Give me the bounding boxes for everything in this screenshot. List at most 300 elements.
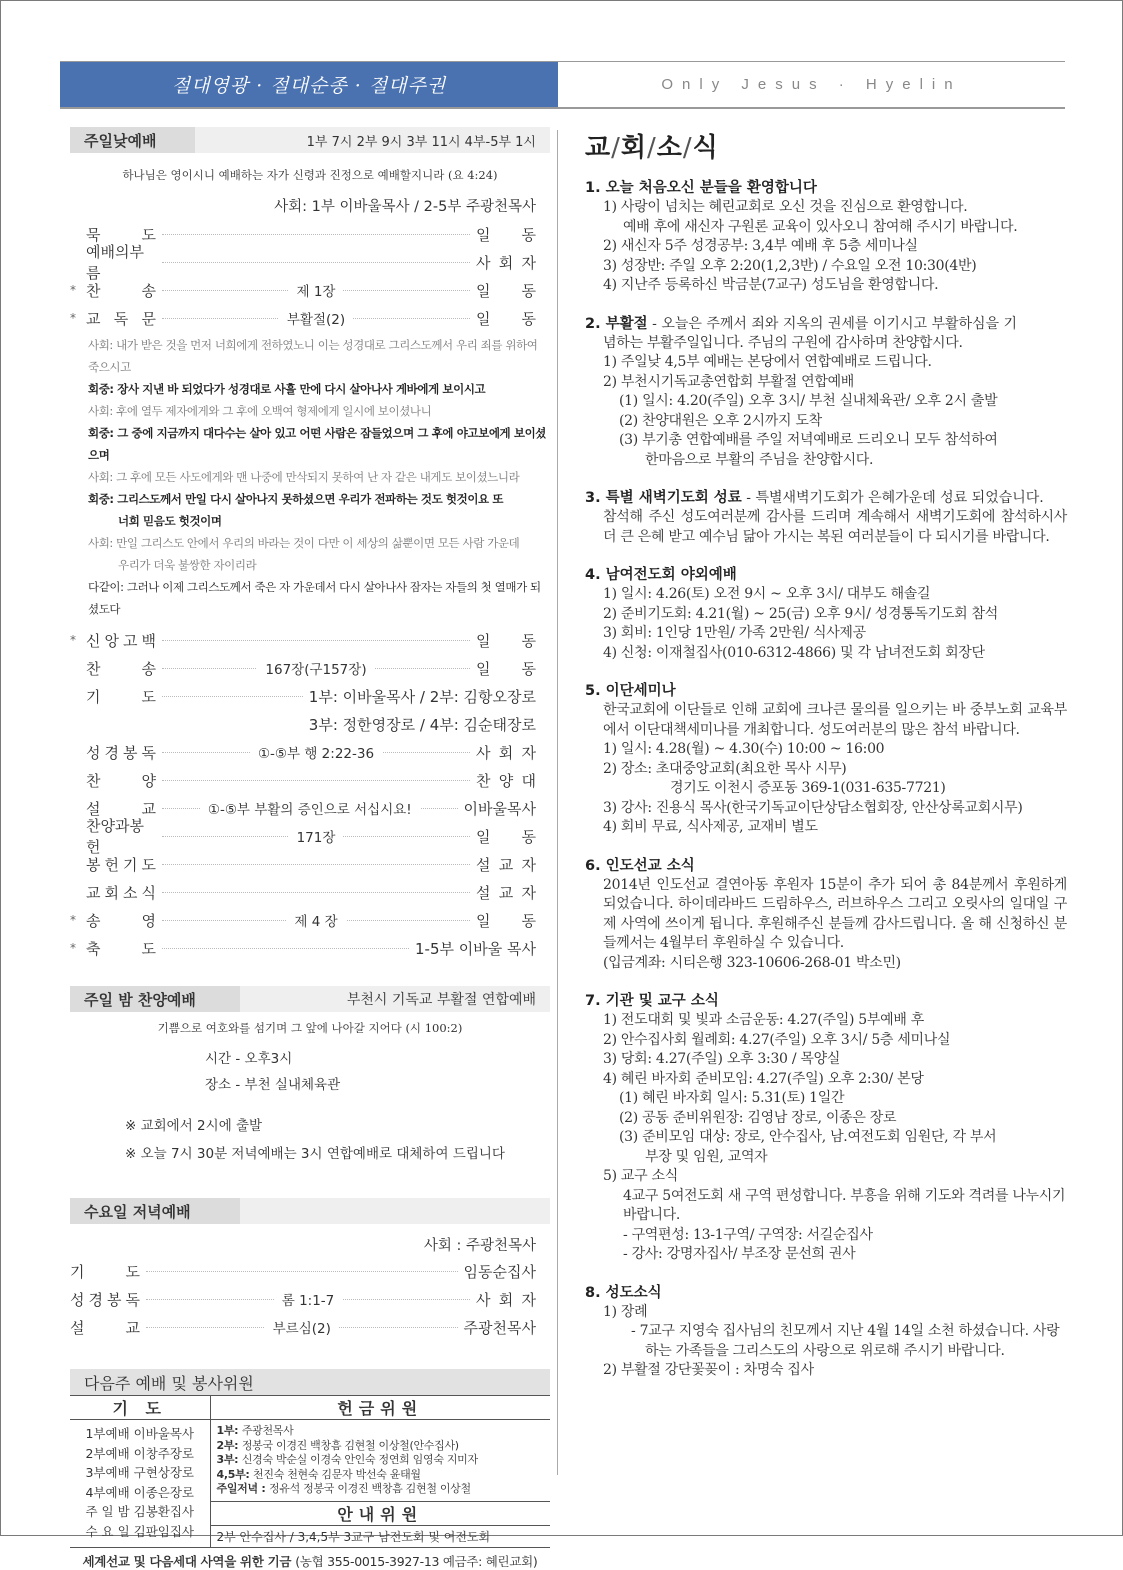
mission-fund [70, 1552, 550, 1570]
order-label-char: 찬 [86, 771, 101, 790]
tagline-area [558, 62, 1065, 107]
sunday-service-header [70, 127, 550, 153]
order-label [70, 1289, 140, 1310]
order-label-char: 양 [141, 771, 156, 790]
news-line: (3) 부기총 연합예배를 주일 저녁예배로 드리오니 모두 참석하여 [619, 432, 998, 448]
order-row [70, 934, 550, 962]
order-label [86, 658, 156, 679]
order-leader [476, 252, 550, 273]
news-line: 한국교회에 이단들로 인해 교회에 크나큰 물의를 일으키는 바 중부노회 교육부에서 이단대책세미나를 개최합니다. 성도여러분의 많은 참석 바랍니다. [603, 702, 1067, 738]
order-detail: ①-⑤부 행 2:22-36 [250, 742, 382, 762]
news-line: 3) 강사: 진용식 목사(한국기독교이단상담소협회장, 안산상록교회시무) [603, 799, 1023, 816]
offering-entry [217, 1439, 551, 1454]
news-line: - 강사: 강명자집사/ 부조장 문선희 권사 [623, 1246, 856, 1262]
prayer-service: 2부예배 [85, 1445, 134, 1461]
notice-item: ※ 오늘 7시 30분 저녁예배는 3시 연합예배로 대체하여 드립니다 [125, 1146, 505, 1162]
wednesday-header [70, 1198, 550, 1224]
order-leader-char: 찬 [476, 771, 491, 790]
offering-names: 정봉국 이경진 백창흠 김현철 이상철(안수집사) [241, 1438, 459, 1452]
reading-line [88, 466, 550, 488]
order-label-char: 축 [86, 939, 101, 958]
column-divider [557, 130, 558, 1475]
order-row [70, 878, 550, 906]
news-line: 념하는 부활주일입니다. 주님의 구원에 감사하며 찬양합시다. [603, 334, 963, 351]
order-label-char: 교 [86, 309, 101, 328]
order-detail: 제 1장 [289, 280, 344, 300]
order-leader [476, 280, 550, 301]
order-leader-char: 동 [521, 281, 536, 300]
reading-text: 장사 지낸 바 되었다가 성경대로 사흘 만에 다시 살아나사 게바에게 보이시고 [117, 382, 486, 396]
reading-text: 그리스도께서 만일 다시 살아나지 못하셨으면 우리가 전파하는 것도 헛것이요 또 [117, 492, 504, 506]
news-line: (입금계좌: 시티은행 323-10606-268-01 박소민) [603, 954, 901, 971]
prayer-service: 주 일 밤 [85, 1504, 134, 1519]
prayer-service: 1부예배 [85, 1426, 134, 1441]
order-label-char: 묵 [86, 225, 101, 244]
news-line: 2) 장소: 초대중앙교회(최요한 목사 시무) [603, 760, 847, 777]
reading-line [88, 488, 550, 510]
order-leader-char: 동 [521, 309, 536, 328]
news-line: (2) 공동 준비위원장: 김영남 장로, 이종은 장로 [619, 1109, 897, 1126]
order-label-char: 송 [86, 911, 101, 930]
news-title-char: 회 [620, 133, 648, 163]
usher-list: 2부 안수집사 / 3,4,5부 3교구 남전도회 및 여전도회 [210, 1526, 550, 1548]
bulletin-header [60, 61, 1065, 109]
wednesday-title: 수요일 저녁예배 [70, 1198, 240, 1224]
offering-names: 정유석 정봉국 이경진 백창흠 김현철 이상철 [268, 1482, 471, 1495]
dotted-leader [162, 626, 470, 654]
order-row [70, 626, 550, 654]
dotted-leader [162, 878, 470, 906]
order-row [70, 817, 550, 856]
order-label [86, 630, 156, 651]
order-label-char: 문 [141, 309, 156, 328]
reading-role: 회중: [88, 492, 118, 506]
sunday-night-header [70, 986, 550, 1012]
sunday-service-times: 1부 7시 2부 9시 3부 11시 4부-5부 1시 [306, 134, 536, 150]
order-leader-char: 교 [498, 855, 514, 874]
news-line: 5) 교구 소식 [603, 1168, 678, 1184]
news-item-heading [585, 1283, 1067, 1303]
news-item-number: 6. [585, 857, 606, 874]
news-item-number: 3. [585, 490, 606, 506]
order-leader-char: 일 [476, 631, 491, 650]
standing-marker: * [70, 311, 76, 325]
order-leader [476, 770, 550, 791]
news-line: 예배 후에 새신자 구원론 교육이 있사오니 참여해 주시기 바랍니다. [623, 218, 1018, 235]
offering-group: 1부: [216, 1424, 242, 1437]
news-line: 2) 부활절 강단꽃꽂이 : 차명숙 집사 [603, 1362, 814, 1378]
news-item-heading [585, 488, 1067, 508]
order-leader: 임동순집사 [463, 1262, 536, 1281]
prayer-entry [70, 1502, 210, 1522]
order-label [86, 686, 156, 707]
order-row [70, 766, 550, 794]
dotted-leader [162, 654, 470, 682]
prayer-service: 3부예배 [85, 1465, 134, 1480]
offering-names: 신경숙 박순실 이경숙 안인숙 정연희 임영숙 지미자 [241, 1453, 478, 1466]
news-item-heading [585, 314, 1067, 334]
order-label-char: 식 [141, 883, 156, 902]
order-leader-char: 자 [521, 883, 536, 902]
order-leader-char: 양 [498, 771, 514, 790]
order-leader-char: 설 [476, 855, 491, 874]
order-leader-char: 동 [521, 911, 536, 930]
dotted-leader [162, 738, 470, 766]
news-item-heading [585, 991, 1067, 1011]
standing-marker: * [70, 913, 76, 927]
order-row [70, 654, 550, 682]
dotted-leader [162, 934, 409, 962]
news-item-title: 인도선교 소식 [605, 857, 695, 874]
order-leader-char: 동 [521, 631, 536, 650]
reading-text: 너희 믿음도 헛것이며 [118, 514, 222, 528]
order-leader: 1-5부 이바울 목사 [415, 939, 536, 958]
reading-text: 그러나 이제 그리스도께서 죽은 자 가운데서 다시 살아나사 잠자는 자들의 첫 열매가 되셨도다 [88, 580, 541, 616]
sunday-night-time: 시간 - 오후3시 [205, 1051, 293, 1067]
order-leader [476, 224, 550, 245]
order-label-char: 독 [125, 1290, 140, 1309]
news-item-number: 4. [585, 567, 606, 583]
order-label-char: 앙 [104, 631, 119, 650]
sunday-night-place: 장소 - 부천 실내체육관 [205, 1077, 341, 1093]
reading-role: 사회: [88, 536, 117, 550]
news-line: 4교구 5여전도회 새 구역 편성합니다. 부흥을 위해 기도와 격려를 나누시기 바랍니다. [623, 1187, 1066, 1223]
news-item-title: 부활절 [605, 315, 648, 332]
prayer-name: 김봉환집사 [133, 1504, 195, 1519]
dotted-leader [162, 850, 470, 878]
order-leader-char: 교 [498, 883, 514, 902]
news-item [585, 314, 1067, 471]
order-row [70, 1313, 550, 1341]
news-title-char: 교 [585, 133, 612, 163]
order-leader-char: 사 [476, 1290, 491, 1309]
dotted-leader [162, 766, 470, 794]
responsive-reading [70, 334, 550, 620]
offering-group: 3부: [216, 1453, 242, 1466]
order-leader-char: 일 [476, 309, 491, 328]
order-leader: 3부: 정한영장로 / 4부: 김순태장로 [308, 715, 536, 734]
order-label-char: 설 [86, 799, 101, 818]
order-label-char: 교 [125, 1318, 140, 1337]
news-title-slash: / [682, 133, 693, 163]
offering-group: 2부: [216, 1438, 242, 1452]
news-column [585, 127, 1067, 1381]
news-line: 4) 신청: 이재철집사(010-6312-4866) 및 각 남녀전도회 회장단 [603, 644, 985, 661]
order-label-char: 기 [123, 855, 138, 874]
order-label [70, 1317, 140, 1338]
sunday-night-title: 주일 밤 찬양예배 [70, 986, 240, 1012]
offering-entry [217, 1424, 551, 1439]
news-line: 한마음으로 부활의 주님을 찬양합시다. [645, 451, 874, 468]
order-label-char: 기 [86, 687, 101, 706]
standing-marker: * [70, 283, 76, 297]
order-row [70, 738, 550, 766]
order-row [70, 1257, 550, 1285]
reading-role: 회중: [88, 382, 118, 396]
news-line: 3) 성장반: 주일 오후 2:20(1,2,3반) / 수요일 오전 10:30(4반) [603, 257, 977, 274]
order-label-char: 성 [70, 1290, 85, 1309]
news-item-heading [585, 681, 1067, 701]
reading-line [88, 378, 550, 400]
order-label-char: 영 [141, 911, 156, 930]
notice-item: ※ 교회에서 2시에 출발 [125, 1118, 263, 1134]
order-label [86, 742, 156, 763]
news-line: 4) 회비 무료, 식사제공, 교재비 별도 [603, 819, 818, 835]
reading-line [88, 532, 550, 554]
dotted-leader [146, 1313, 458, 1341]
tagline-text: Only Jesus · Hyelin [661, 76, 962, 93]
order-label-char: 도 [141, 225, 156, 244]
reading-text: 후에 열두 제자에게와 그 후에 오백여 형제에게 일시에 보이셨나니 [116, 404, 432, 418]
dotted-leader [162, 248, 470, 276]
order-leader-char: 일 [476, 281, 491, 300]
offering-list [210, 1420, 550, 1502]
prayer-list [70, 1420, 210, 1548]
news-items [585, 178, 1067, 1381]
dotted-leader [162, 276, 470, 304]
order-leader-char: 일 [476, 827, 491, 846]
order-label [86, 770, 156, 791]
news-item [585, 565, 1067, 663]
order-leader-char: 회 [498, 743, 514, 762]
order-leader [476, 910, 550, 931]
news-line: - 7교구 지영숙 집사님의 친모께서 지난 4월 14일 소천 하셨습니다. 사랑하는 가족들을 그리스도의 사랑으로 위로해 주시기 바랍니다. [631, 1323, 1060, 1359]
order-label [86, 280, 156, 301]
order-leader-char: 일 [476, 659, 491, 678]
standing-marker: * [70, 941, 76, 955]
order-detail: 부르심(2) [265, 1317, 339, 1337]
order-leader: 이바울목사 [463, 799, 536, 818]
order-label-char: 찬 [86, 281, 101, 300]
order-leader-char: 동 [521, 225, 536, 244]
prayer-entry [70, 1444, 210, 1464]
order-label [86, 854, 156, 875]
prayer-name: 이창주장로 [133, 1445, 195, 1461]
prayer-service: 수 요 일 [85, 1523, 134, 1539]
reading-line [88, 422, 550, 466]
news-title-slash: / [647, 133, 657, 163]
order-leader-char: 자 [521, 743, 536, 762]
next-week-title: 다음주 예배 및 봉사위원 [84, 1373, 254, 1393]
news-line: 2) 새신자 5주 성경공부: 3,4부 예배 후 5층 세미나실 [603, 238, 918, 254]
order-leader: 주광천목사 [463, 1318, 536, 1337]
reading-role: 사회: [88, 404, 117, 418]
reading-text: 만일 그리스도 안에서 우리의 바라는 것이 다만 이 세상의 삶뿐이면 모든 사람 가운데 [116, 536, 520, 550]
sunday-night-note: 부천시 기독교 부활절 연합예배 [346, 992, 536, 1008]
news-line: 3) 당회: 4.27(주일) 오후 3:30 / 목양실 [603, 1051, 841, 1067]
dotted-leader [162, 304, 470, 332]
news-line: 1) 주일낮 4,5부 예배는 본당에서 연합예배로 드립니다. [603, 354, 932, 370]
news-item [585, 488, 1067, 547]
worship-column [70, 127, 550, 1570]
order-label-char: 경 [104, 743, 119, 762]
dotted-leader [146, 1285, 470, 1313]
prayer-service: 4부예배 [85, 1484, 134, 1500]
offering-group: 주일저녁 : [216, 1482, 269, 1495]
order-label-char: 성 [86, 743, 101, 762]
order-label [86, 910, 156, 931]
order-leader-char: 회 [498, 1290, 514, 1309]
order-leader-char: 동 [521, 659, 536, 678]
order-label-char: 봉 [86, 855, 101, 874]
dotted-leader [162, 822, 470, 850]
order-row [70, 850, 550, 878]
news-line: 2) 부천시기독교총연합회 부활절 연합예배 [603, 373, 855, 390]
sunday-night-details [70, 1046, 550, 1098]
order-row-continued [70, 710, 550, 738]
order-leader-char: 대 [521, 771, 536, 790]
order-label-char: 도 [141, 939, 156, 958]
news-item-title: 남여전도회 야외예배 [605, 567, 737, 583]
order-leader-char: 사 [476, 743, 491, 762]
order-detail: 제 4 장 [286, 910, 345, 930]
prayer-name: 김판임집사 [133, 1523, 195, 1539]
order-leader-char: 동 [521, 827, 536, 846]
order-row [70, 682, 550, 710]
news-item [585, 991, 1067, 1265]
order-detail: 부활절(2) [279, 308, 353, 328]
news-item-number: 2. [585, 315, 606, 332]
news-item-number: 8. [585, 1284, 606, 1301]
order-leader-char: 자 [521, 1290, 536, 1309]
reading-role: 회중: [88, 426, 118, 440]
dotted-leader [162, 220, 470, 248]
order-label-char: 회 [104, 883, 119, 902]
news-line: 참석해 주신 성도여러분께 감사를 드리며 계속해서 새벽기도회에 참석하시사 더 큰 은혜 받고 예수님 닮아 가시는 복된 여러분들이 다 되시기를 바랍니다. [603, 509, 1067, 545]
order-leader-char: 사 [476, 253, 491, 272]
news-line: (2) 찬양대원은 오후 2시까지 도착 [619, 412, 822, 429]
order-detail: 롬 1:1-7 [274, 1289, 343, 1309]
order-leader-char: 자 [521, 855, 536, 874]
order-row [70, 1285, 550, 1313]
news-title-slash: / [611, 133, 621, 163]
news-item-title: 이단세미나 [605, 683, 676, 699]
news-item-heading [585, 178, 1067, 198]
news-line: 1) 사랑이 넘치는 혜린교회로 오신 것을 진심으로 환영합니다. [603, 199, 968, 215]
offering-column-header: 헌금위원 [210, 1396, 550, 1420]
offering-entry [217, 1453, 551, 1468]
news-line: 부장 및 임원, 교역자 [645, 1148, 768, 1165]
news-item-number: 5. [585, 683, 606, 699]
wednesday-order [70, 1257, 550, 1341]
dotted-leader [162, 906, 470, 934]
prayer-entry [70, 1522, 210, 1542]
news-item-inline: - 오늘은 주께서 죄와 지옥의 권세를 이기시고 부활하심을 기 [647, 315, 1018, 332]
news-item-heading [585, 856, 1067, 876]
order-label-char: 경 [88, 1290, 103, 1309]
order-leader [476, 826, 550, 847]
reading-role: 사회: [88, 470, 117, 484]
reading-line [88, 510, 550, 532]
offering-entry [217, 1468, 551, 1483]
offering-group: 4,5부: [216, 1467, 254, 1481]
order-leader: 1부: 이바울목사 / 2부: 김항오장로 [308, 687, 536, 706]
reading-line [88, 554, 550, 576]
news-line: 2) 준비기도회: 4.21(월) ~ 25(금) 오후 9시/ 성경통독기도회 참석 [603, 605, 998, 622]
motto-banner [60, 62, 558, 107]
order-detail: 171장 [289, 826, 344, 846]
news-line: 2) 안수집사회 월례회: 4.27(주일) 오후 3시/ 5층 세미나실 [603, 1031, 951, 1048]
order-leader [476, 742, 550, 763]
order-label-char: 봉 [123, 743, 138, 762]
news-line: 1) 일시: 4.28(월) ~ 4.30(수) 10:00 ~ 16:00 [603, 741, 885, 757]
prayer-entry [70, 1424, 210, 1444]
order-label-char: 찬양과봉헌 [86, 817, 144, 856]
order-label-char: 백 [141, 631, 156, 650]
motto-text: 절대영광 · 절대순종 · 절대주권 [171, 75, 447, 97]
order-label-char: 찬 [86, 659, 101, 678]
news-item [585, 856, 1067, 974]
order-of-service-top [70, 220, 550, 332]
reading-role: 사회: [88, 338, 117, 352]
news-line: (1) 혜린 바자회 일시: 5.31(토) 1일간 [619, 1090, 845, 1106]
news-item-number: 7. [585, 993, 606, 1009]
news-item-title: 기관 및 교구 소식 [605, 993, 719, 1009]
news-title [585, 127, 1067, 164]
news-line: 4) 지난주 등록하신 박금분(7교구) 성도님을 환영합니다. [603, 277, 939, 293]
order-leader-char: 회 [498, 253, 514, 272]
order-label-char: 신 [86, 631, 101, 650]
order-label-char: 송 [141, 659, 156, 678]
order-label-char: 독 [141, 743, 156, 762]
reading-text: 그 중에 지금까지 대다수는 살아 있고 어떤 사람은 잠들었으며 그 후에 야고보에게 보이셨으며 [88, 426, 546, 462]
news-line: 4) 혜린 바자회 준비모임: 4.27(주일) 오후 2:30/ 본당 [603, 1070, 924, 1087]
news-title-char: 식 [692, 133, 719, 163]
usher-column-header: 안내위원 [210, 1502, 550, 1526]
order-label [86, 308, 156, 329]
dotted-leader [162, 794, 458, 822]
order-leader-char: 설 [476, 883, 491, 902]
news-item-number: 1. [585, 180, 606, 196]
news-line: 1) 장례 [603, 1303, 648, 1320]
fund-account: (농협 355-0015-3927-13 예금주: 혜린교회) [295, 1554, 538, 1569]
news-line: - 구역편성: 13-1구역/ 구역장: 서길순집사 [623, 1226, 873, 1243]
prayer-column-header: 기 도 [70, 1396, 210, 1420]
wednesday-host: 사회 : 주광천목사 [423, 1238, 536, 1254]
prayer-entry [70, 1463, 210, 1483]
order-leader [476, 630, 550, 651]
news-item-heading [585, 565, 1067, 585]
standing-marker: * [70, 633, 76, 647]
reading-text: 그 후에 모든 사도에게와 맨 나중에 만삭되지 못하여 난 자 같은 내게도 보이셨느니라 [116, 470, 520, 484]
order-leader [476, 854, 550, 875]
reading-role: 다같이: [88, 580, 127, 594]
news-line: 2014년 인도선교 결연아동 후원자 15분이 추가 되어 총 84분께서 후원하게 되었습니다. 하이데라바드 드림하우스, 러브하우스 그리고 오릿사의 일대일 구제 사역에 쓰이게 됩니다. 후원해주신 분들께 감사드립니다. 올 해 신청하신 분들께서는 4월부터 후원하실 수 있습니다. [603, 876, 1067, 951]
news-item [585, 681, 1067, 838]
next-week-table [70, 1395, 550, 1548]
order-label-char: 도 [141, 687, 156, 706]
order-label-char: 고 [123, 631, 138, 650]
order-leader-char: 일 [476, 911, 491, 930]
order-label [86, 882, 156, 903]
order-row [70, 906, 550, 934]
news-item [585, 1283, 1067, 1381]
order-label-char: 예배의부름 [86, 243, 144, 282]
reading-text: 내가 받은 것을 먼저 너희에게 전하였노니 이는 성경대로 그리스도께서 우리 죄를 위하여 죽으시고 [88, 338, 538, 374]
order-row [70, 276, 550, 304]
news-item-title: 특별 새벽기도회 성료 [605, 490, 742, 506]
order-label-char: 도 [125, 1262, 140, 1281]
order-leader [476, 658, 550, 679]
offering-names: 주광천목사 [241, 1424, 294, 1437]
order-of-service-bottom [70, 626, 550, 962]
reading-text: 우리가 더욱 불쌍한 자이리라 [118, 558, 257, 572]
news-line: 3) 회비: 1인당 1만원/ 가족 2만원/ 식사제공 [603, 625, 866, 641]
prayer-name: 이바울목사 [133, 1426, 195, 1441]
next-week-header [70, 1369, 550, 1395]
sunday-night-verse: 기쁨으로 여호와를 섬기며 그 앞에 나아갈 지어다 (시 100:2) [157, 1021, 463, 1035]
news-item-title: 성도소식 [605, 1284, 662, 1301]
